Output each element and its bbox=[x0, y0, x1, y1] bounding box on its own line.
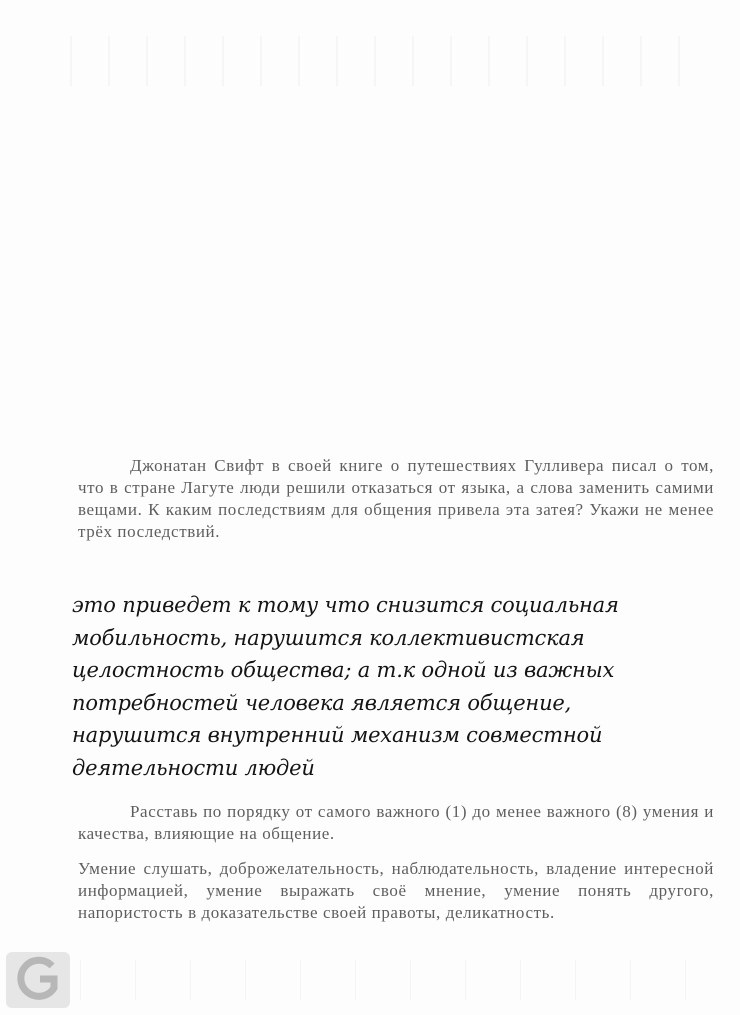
qualities-block bbox=[78, 858, 714, 924]
answer-line: это приведет к тому что снизится социальная bbox=[72, 593, 619, 617]
handwritten-answer bbox=[72, 589, 712, 784]
answer-line: мобильность, нарушится коллективистская bbox=[72, 625, 585, 650]
answer-line: деятельности людей bbox=[72, 755, 315, 780]
watermark-logo-icon bbox=[4, 948, 74, 1010]
qualities-list-text: Умение слушать, доброжелательность, наблюдательность, владение интересной информацией, умение выражать своё мнение, умение понять другого, напористость в доказательстве своей правоты, деликатность. bbox=[78, 859, 714, 922]
question-1-block bbox=[78, 455, 714, 543]
answer-line: нарушится внутренний механизм совместной bbox=[72, 723, 603, 747]
scan-noise-top bbox=[70, 36, 710, 86]
answer-line: целостность общества; а т.к одной из важных bbox=[72, 658, 615, 682]
scan-noise-bottom bbox=[80, 960, 700, 1000]
answer-line: потребностей человека является общение, bbox=[72, 690, 572, 715]
question-1-text: Джонатан Свифт в своей книге о путешествиях Гулливера писал о том, что в стране Лагуте люди решили отказаться от языка, а слова заменить самими вещами. К каким последствиям для общения привела эта затея? Укажи не менее трёх последствий. bbox=[78, 456, 714, 541]
question-2-text: Расставь по порядку от самого важного (1) до менее важного (8) умения и качества, влияющие на общение. bbox=[78, 802, 714, 843]
question-2-block bbox=[78, 801, 714, 845]
